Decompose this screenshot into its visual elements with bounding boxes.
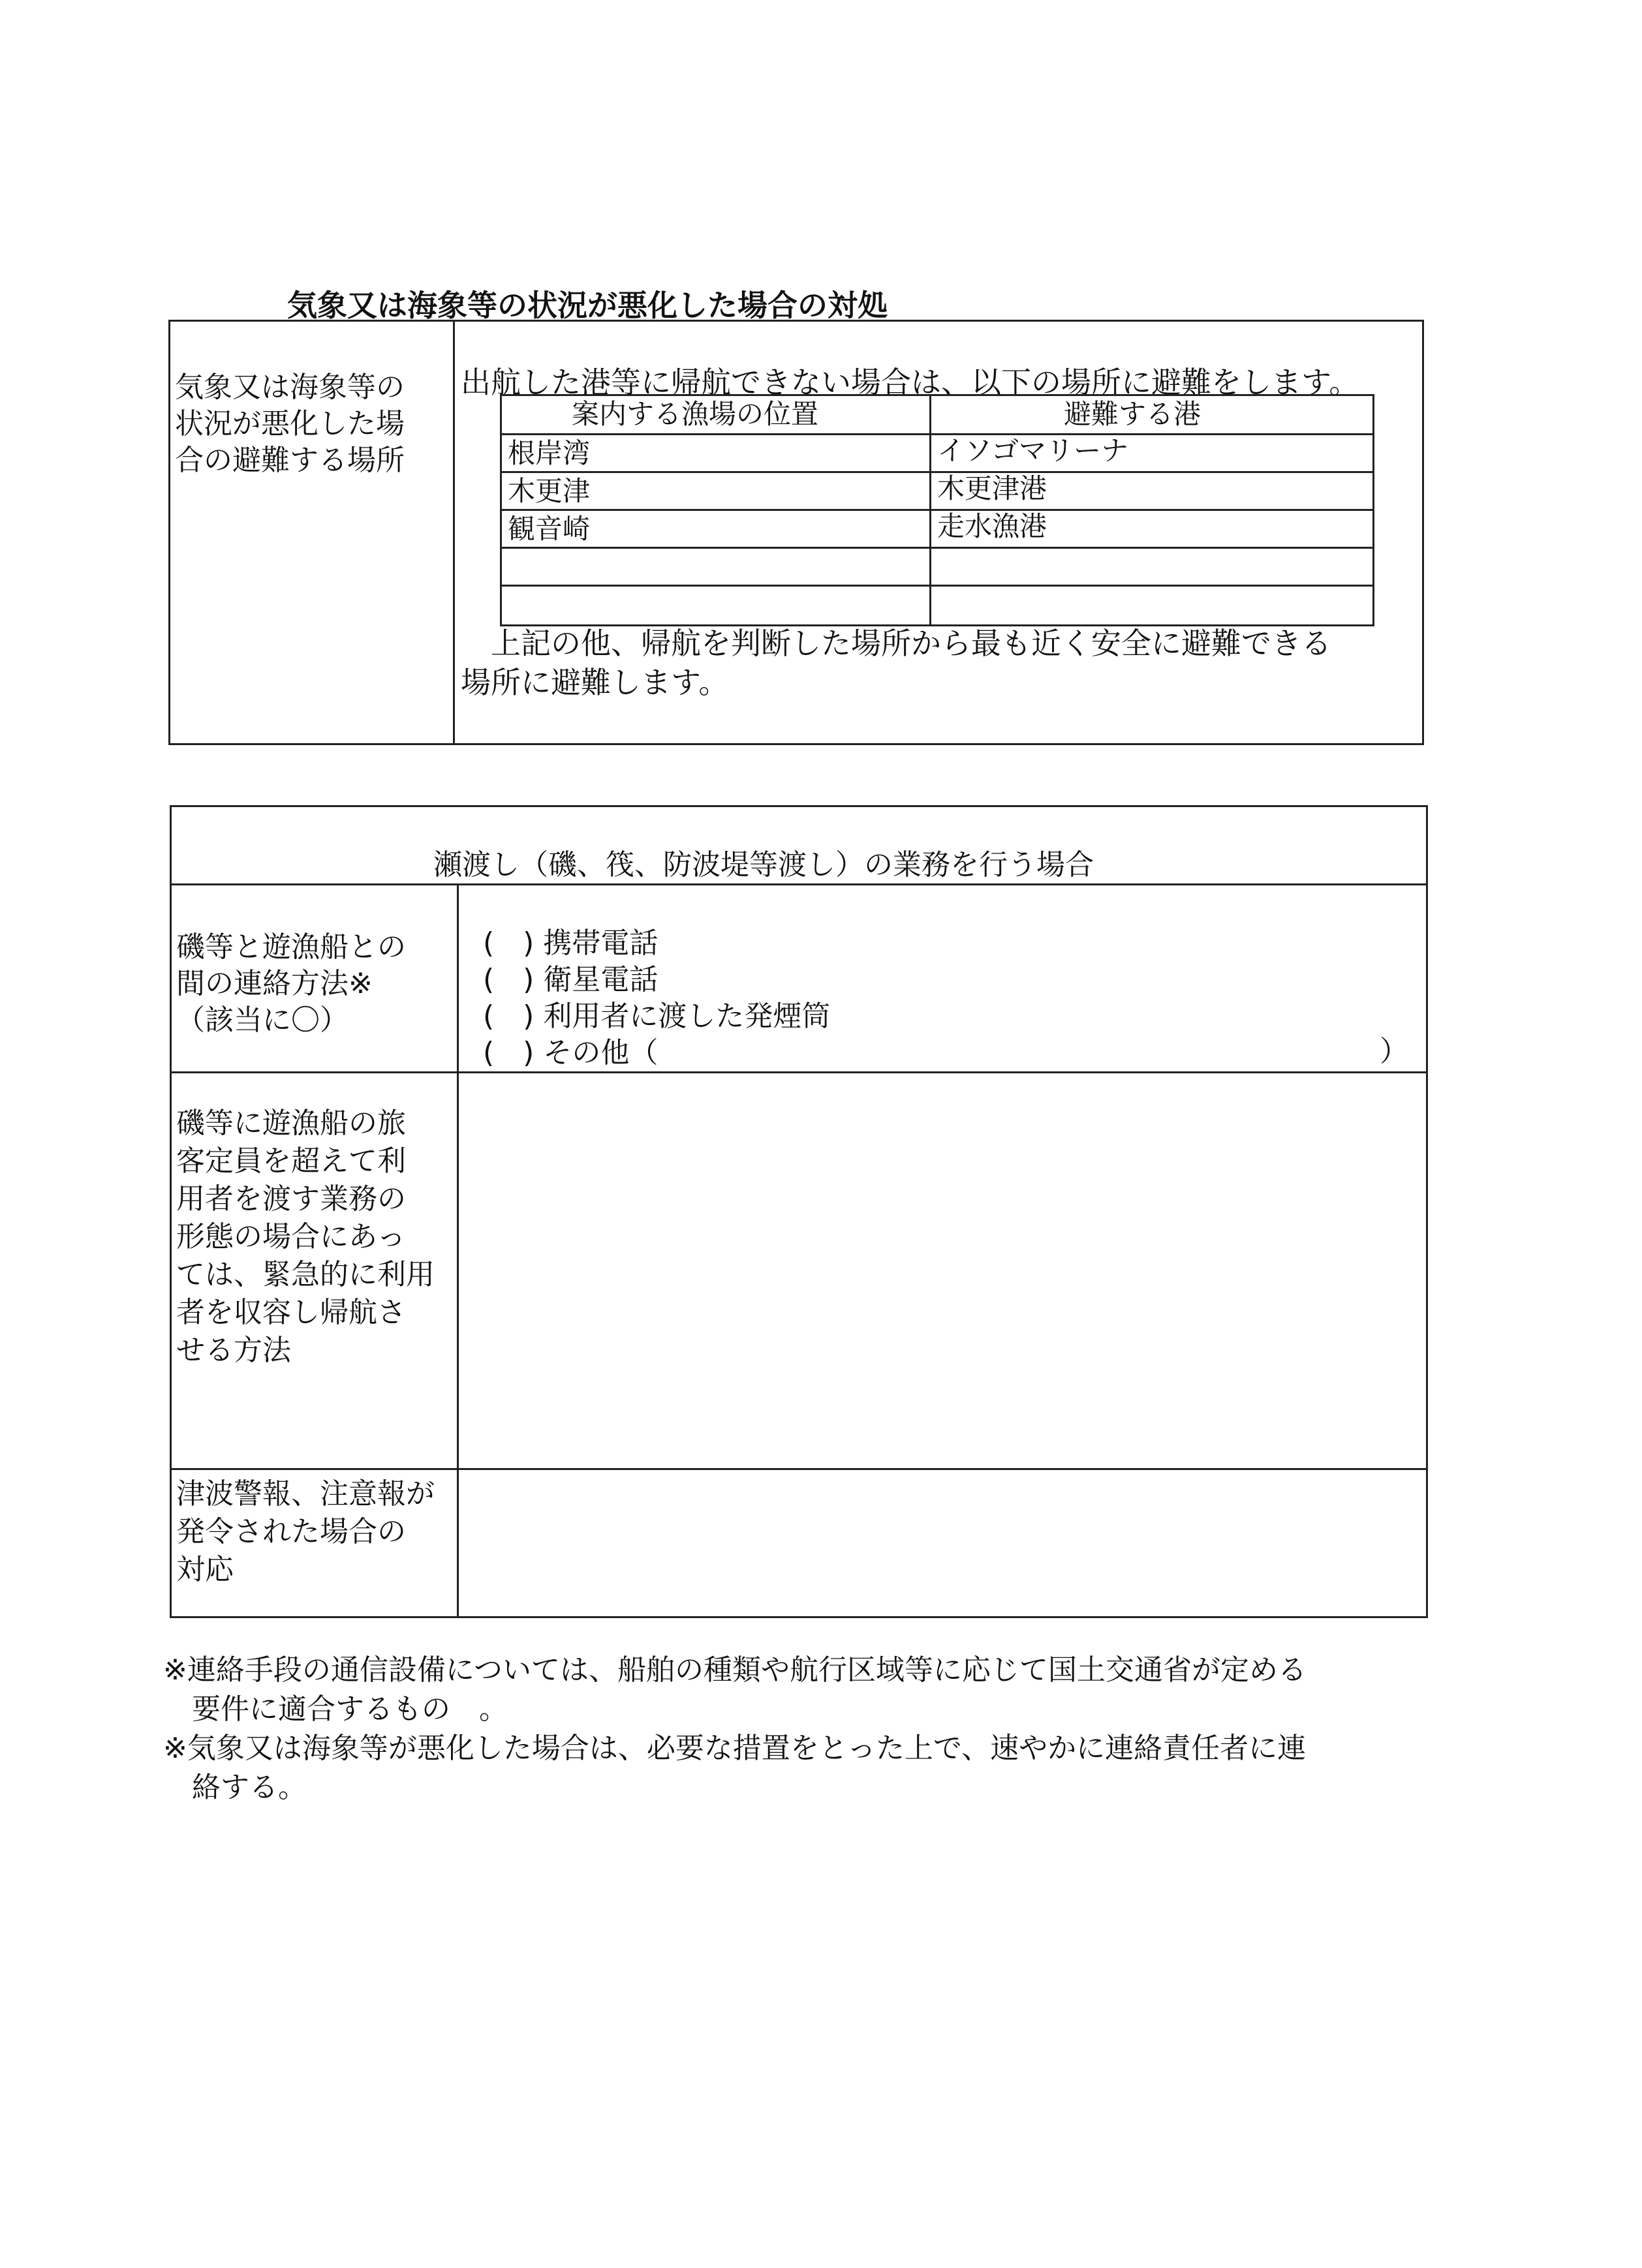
section1-label-line: 合の避難する場所 (175, 444, 405, 477)
section1-divider (453, 320, 455, 745)
section1-outro-line: 上記の他、帰航を判断した場所から最も近く安全に避難できる (461, 626, 1331, 661)
tsunami-response-label-line: 発令された場合の (176, 1515, 406, 1548)
section2-row-divider (170, 1071, 1428, 1073)
refuge-table-header-location: 案内する漁場の位置 (572, 398, 819, 430)
section1-label-line: 状況が悪化した場 (175, 407, 405, 440)
footnote-line: 絡する。 (163, 1771, 307, 1804)
emergency-return-label-line: 磯等に遊漁船の旅 (176, 1107, 406, 1140)
refuge-table-cell: 木更津港 (937, 472, 1047, 504)
emergency-return-label-line: 者を収容し帰航さ (176, 1296, 406, 1329)
emergency-return-label-line: 形態の場合にあっ (176, 1220, 406, 1253)
footnote-line: ※気象又は海象等が悪化した場合は、必要な措置をとった上で、速やかに連絡責任者に連 (163, 1732, 1307, 1765)
option-mobile-phone: ( ) 携帯電話 (483, 927, 658, 960)
emergency-return-label-line: 用者を渡す業務の (176, 1182, 406, 1216)
tsunami-response-label-line: 津波警報、注意報が (176, 1477, 435, 1510)
tsunami-response-label-line: 対応 (176, 1553, 234, 1586)
contact-method-label-line: 間の連絡方法※ (176, 967, 373, 1000)
refuge-table-row-line (500, 585, 1374, 587)
section2-col-divider (457, 883, 459, 1618)
option-satellite-phone: ( ) 衛星電話 (483, 963, 658, 996)
section2-row-divider (170, 1468, 1428, 1470)
refuge-table-cell: 走水漁港 (937, 510, 1047, 542)
footnote-line: ※連絡手段の通信設備については、船舶の種類や航行区域等に応じて国土交通省が定める (163, 1653, 1307, 1687)
refuge-table-cell: イソゴマリーナ (937, 435, 1129, 467)
footnote-line: 要件に適合するもの 。 (163, 1693, 508, 1726)
refuge-table-cell: 根岸湾 (508, 437, 591, 469)
contact-method-label-line: （該当に〇） (176, 1004, 349, 1037)
option-other-close-paren: ） (1380, 1035, 1408, 1068)
section2-title-divider (170, 883, 1428, 885)
section1-title: 気象又は海象等の状況が悪化した場合の対処 (287, 288, 888, 323)
option-smoke-flare: ( ) 利用者に渡した発煙筒 (483, 1000, 831, 1033)
section1-label-line: 気象又は海象等の (175, 371, 405, 404)
refuge-table-cell: 木更津 (508, 475, 591, 507)
refuge-table-cell: 観音崎 (508, 513, 591, 545)
section1-intro: 出航した港等に帰航できない場合は、以下の場所に避難をします。 (461, 365, 1359, 400)
emergency-return-label-line: せる方法 (176, 1334, 291, 1367)
emergency-return-label-line: ては、緊急的に利用 (176, 1258, 435, 1291)
section1-outro-line: 場所に避難します。 (461, 665, 729, 700)
refuge-table-row-line (500, 547, 1374, 549)
refuge-table-header-port: 避難する港 (1064, 398, 1201, 430)
emergency-return-label-line: 客定員を超えて利 (176, 1144, 406, 1178)
option-other: ( ) その他（ (483, 1036, 658, 1069)
section2-title: 瀬渡し（磯、筏、防波堤等渡し）の業務を行う場合 (433, 848, 1094, 881)
contact-method-label-line: 磯等と遊漁船との (176, 930, 406, 964)
